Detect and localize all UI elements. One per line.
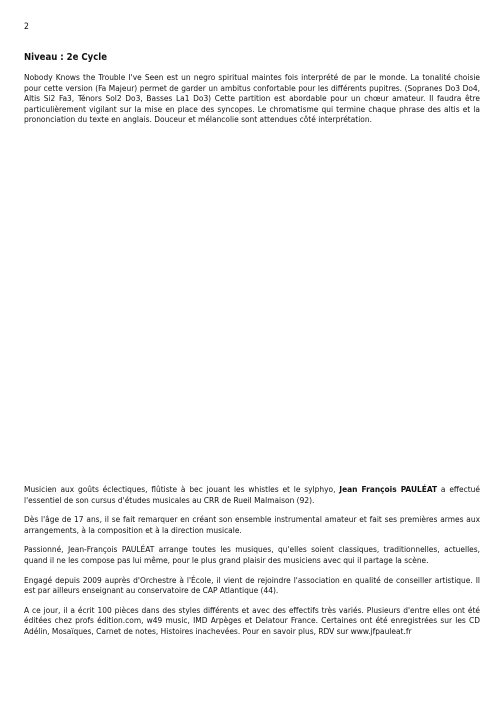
bio-paragraph-3: Passionné, Jean-François PAULÉAT arrange toutes les musiques, qu'elles soient classiques, traditionnelles, actuelles, quand il ne les compose pas lui même, pour le plus grand plaisir des musiciens avec qui il partage la scène.: [24, 544, 480, 565]
composer-bio: [24, 484, 480, 646]
intro-paragraph: Nobody Knows the Trouble I've Seen est un negro spiritual maintes fois interprété de par le monde. La tonalité choisie pour cette version (Fa Majeur) permet de garder un ambitus confortable pour les différents pupitres. (Sopranes Do3 Do4, Altis Si2 Fa3, Ténors Sol2 Do3, Basses La1 Do3) Cette partition est abordable pour un chœur amateur. Il faudra être particulièrement vigilant sur la mise en place des syncopes. Le chromatisme qui termine chaque phrase des altis et la prononciation du texte en anglais. Douceur et mélancolie sont attendues côté interprétation.: [24, 72, 480, 125]
composer-name: Jean François PAULÉAT: [339, 484, 438, 494]
bio-paragraph-4: Engagé depuis 2009 auprès d'Orchestre à l'École, il vient de rejoindre l'association en qualité de conseiller artistique. Il est par ailleurs enseignant au conservatoire de CAP Atlantique (44).: [24, 574, 480, 596]
bio-paragraph-2: Dès l'âge de 17 ans, il se fait remarquer en créant son ensemble instrumental amateur et fait ses premières armes aux arrangements, à la composition et à la direction musicale.: [24, 514, 480, 535]
bio-text: a effectué l'essentiel de son cursus d'études musicales au CRR de Rueil Malmaison (92).: [24, 484, 480, 505]
bio-text: Musicien aux goûts éclectiques, flûtiste à bec jouant les whistles et le sylphyo,: [24, 484, 340, 494]
page-number: 2: [24, 22, 29, 32]
bio-paragraph-1: [24, 484, 480, 505]
level-heading: Niveau : 2e Cycle: [24, 52, 108, 63]
bio-paragraph-5: A ce jour, il a écrit 100 pièces dans des styles différents et avec des effectifs très variés. Plusieurs d'entre elles ont été éditées chez profs édition.com, w49 music, IMD Arpèges et Delatour France. Certaines ont été enregistrées sur les CD Adélin, Mosaïques, Carnet de notes, Histoires inachevées. Pour en savoir plus, RDV sur www.jfpauleat.fr: [24, 604, 480, 636]
